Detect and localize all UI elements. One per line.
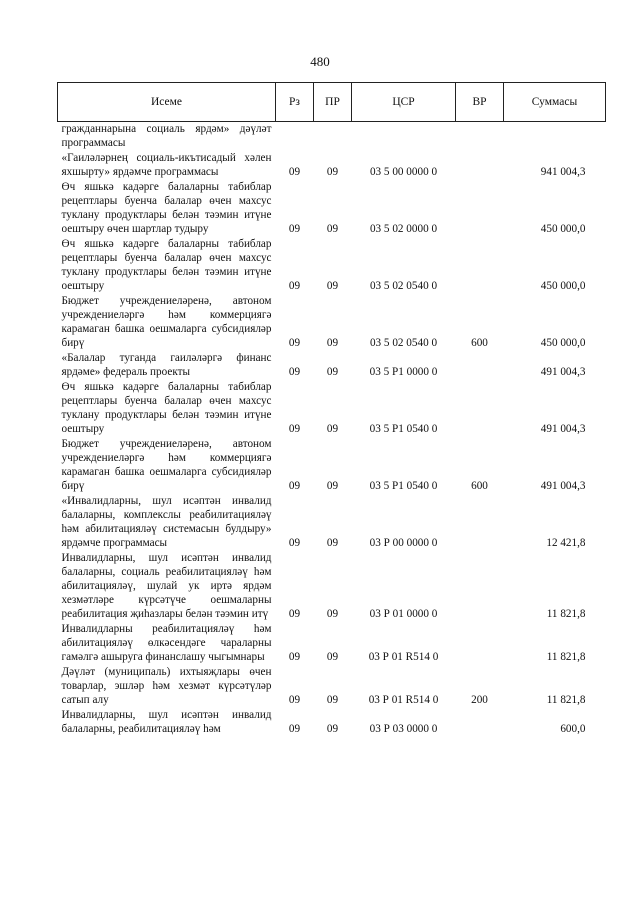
table-body	[58, 122, 606, 738]
table-header	[58, 83, 606, 122]
row-csr	[352, 122, 456, 152]
table-row	[58, 708, 606, 737]
row-csr: 03 5 02 0000 0	[369, 223, 438, 235]
row-vr	[456, 708, 504, 737]
row-rz: 09	[288, 337, 301, 349]
table-row	[58, 622, 606, 665]
row-sum: 11 821,8	[546, 608, 586, 620]
row-vr	[456, 180, 504, 237]
row-rz: 09	[288, 366, 301, 378]
row-rz: 09	[288, 280, 301, 292]
row-pr: 09	[326, 280, 339, 292]
row-rz: 09	[288, 723, 301, 735]
row-csr: 03 5 02 0540 0	[369, 337, 438, 349]
table-row	[58, 494, 606, 551]
row-pr: 09	[326, 723, 339, 735]
row-rz: 09	[288, 423, 301, 435]
row-pr: 09	[326, 694, 339, 706]
row-name: «Гаиләләрнең социаль-икътисадый хәлен яхшырту» ярдәмче программасы	[61, 152, 272, 178]
row-name: Инвалидларны, шул исәптән инвалид балаларны, реабилитацияләү һәм	[61, 709, 272, 735]
row-pr: 09	[326, 337, 339, 349]
budget-table	[57, 82, 606, 737]
row-name: Өч яшькә кадәрге балаларны табиблар рецептлары буенча балалар өчен махсус туклану продуктлары белән тәэмин итүне оештыру өчен шартлар тудыру	[61, 181, 272, 235]
row-vr: 200	[471, 694, 488, 706]
row-csr: 03 Р 01 R514 0	[368, 651, 439, 663]
row-vr: 600	[471, 337, 488, 349]
row-name: Бюджет учреждениеләренә, автоном учреждениеләргә һәм коммерциягә карамаган башка оешмаларга субсидияләр бирү	[61, 438, 272, 492]
row-csr: 03 5 P1 0540 0	[369, 480, 438, 492]
row-vr	[456, 551, 504, 622]
row-vr	[456, 151, 504, 180]
row-name: Өч яшькә кадәрге балаларны табиблар рецептлары буенча балалар өчен махсус туклану продуктлары белән тәэмин итүне оештыру	[61, 238, 272, 292]
table-row	[58, 551, 606, 622]
table-row	[58, 437, 606, 494]
row-sum: 491 004,3	[540, 423, 586, 435]
row-sum: 450 000,0	[540, 223, 586, 235]
row-vr: 600	[471, 480, 488, 492]
row-csr: 03 5 P1 0000 0	[369, 366, 438, 378]
header-sum: Суммасы	[504, 83, 606, 122]
table-row	[58, 665, 606, 708]
row-rz: 09	[288, 480, 301, 492]
row-pr: 09	[326, 537, 339, 549]
row-rz: 09	[288, 651, 301, 663]
row-sum: 450 000,0	[540, 337, 586, 349]
header-vr: ВР	[456, 83, 504, 122]
row-csr: 03 Р 03 0000 0	[369, 723, 438, 735]
row-rz	[276, 122, 314, 152]
row-pr: 09	[326, 608, 339, 620]
row-sum: 600,0	[560, 723, 586, 735]
table-row	[58, 237, 606, 294]
row-pr: 09	[326, 651, 339, 663]
row-rz: 09	[288, 223, 301, 235]
row-vr	[456, 351, 504, 380]
header-rz: Рз	[276, 83, 314, 122]
header-name: Исеме	[58, 83, 276, 122]
row-csr: 03 Р 00 0000 0	[369, 537, 438, 549]
table-row	[58, 151, 606, 180]
row-name: Инвалидларны, шул исәптән инвалид балаларны, социаль реабилитацияләү һәм абилитацияләү, шулай ук иртә ярдәм хезмәтләре күрсәтүче оешмаларны реабилитация җиһазлары белән тәэмин итү	[61, 552, 272, 620]
row-sum: 491 004,3	[540, 366, 586, 378]
row-vr	[456, 622, 504, 665]
row-csr: 03 5 02 0540 0	[369, 280, 438, 292]
row-rz: 09	[288, 608, 301, 620]
row-name: Бюджет учреждениеләренә, автоном учреждениеләргә һәм коммерциягә карамаган башка оешмаларга субсидияләр бирү	[61, 295, 272, 349]
row-csr: 03 Р 01 R514 0	[368, 694, 439, 706]
row-vr	[456, 380, 504, 437]
row-rz: 09	[288, 537, 301, 549]
row-csr: 03 5 P1 0540 0	[369, 423, 438, 435]
row-pr	[314, 122, 352, 152]
header-csr: ЦСР	[352, 83, 456, 122]
row-vr	[456, 494, 504, 551]
row-sum: 11 821,8	[546, 651, 586, 663]
row-name: «Инвалидларны, шул исәптән инвалид балаларны, комплекслы реабилитацияләү һәм абилитацияләү системасын булдыру» ярдәмче программасы	[61, 495, 272, 549]
row-pr: 09	[326, 223, 339, 235]
page-number: 480	[310, 54, 330, 69]
row-rz: 09	[288, 166, 301, 178]
row-name: Өч яшькә кадәрге балаларны табиблар рецептлары буенча балалар өчен махсус туклану продуктлары белән тәэмин итүне оештыру	[61, 381, 272, 435]
row-sum	[504, 122, 606, 152]
table-row	[58, 180, 606, 237]
row-sum: 12 421,8	[546, 537, 586, 549]
row-sum: 491 004,3	[540, 480, 586, 492]
row-name: Дәүләт (муниципаль) ихтыяҗлары өчен товарлар, эшләр һәм хезмәт күрсәтүләр сатып алу	[61, 666, 272, 706]
row-name: гражданнарына социаль ярдәм» дәүләт программасы	[61, 123, 272, 149]
row-sum: 450 000,0	[540, 280, 586, 292]
table-row	[58, 294, 606, 351]
row-sum: 11 821,8	[546, 694, 586, 706]
table-row	[58, 380, 606, 437]
row-name: «Балалар туганда гаиләләргә финанс ярдәме» федераль проекты	[61, 352, 272, 378]
row-pr: 09	[326, 480, 339, 492]
table-row	[58, 122, 606, 152]
row-sum: 941 004,3	[540, 166, 586, 178]
row-csr: 03 Р 01 0000 0	[369, 608, 438, 620]
row-pr: 09	[326, 166, 339, 178]
row-rz: 09	[288, 694, 301, 706]
header-pr: ПР	[314, 83, 352, 122]
row-vr	[456, 237, 504, 294]
row-pr: 09	[326, 366, 339, 378]
table-row	[58, 351, 606, 380]
row-vr	[456, 122, 504, 152]
row-csr: 03 5 00 0000 0	[369, 166, 438, 178]
row-name: Инвалидларны реабилитацияләү һәм абилитацияләү өлкәсендәге чараларны гамәлгә ашыруга финанслашу чыгымнары	[61, 623, 272, 663]
row-pr: 09	[326, 423, 339, 435]
